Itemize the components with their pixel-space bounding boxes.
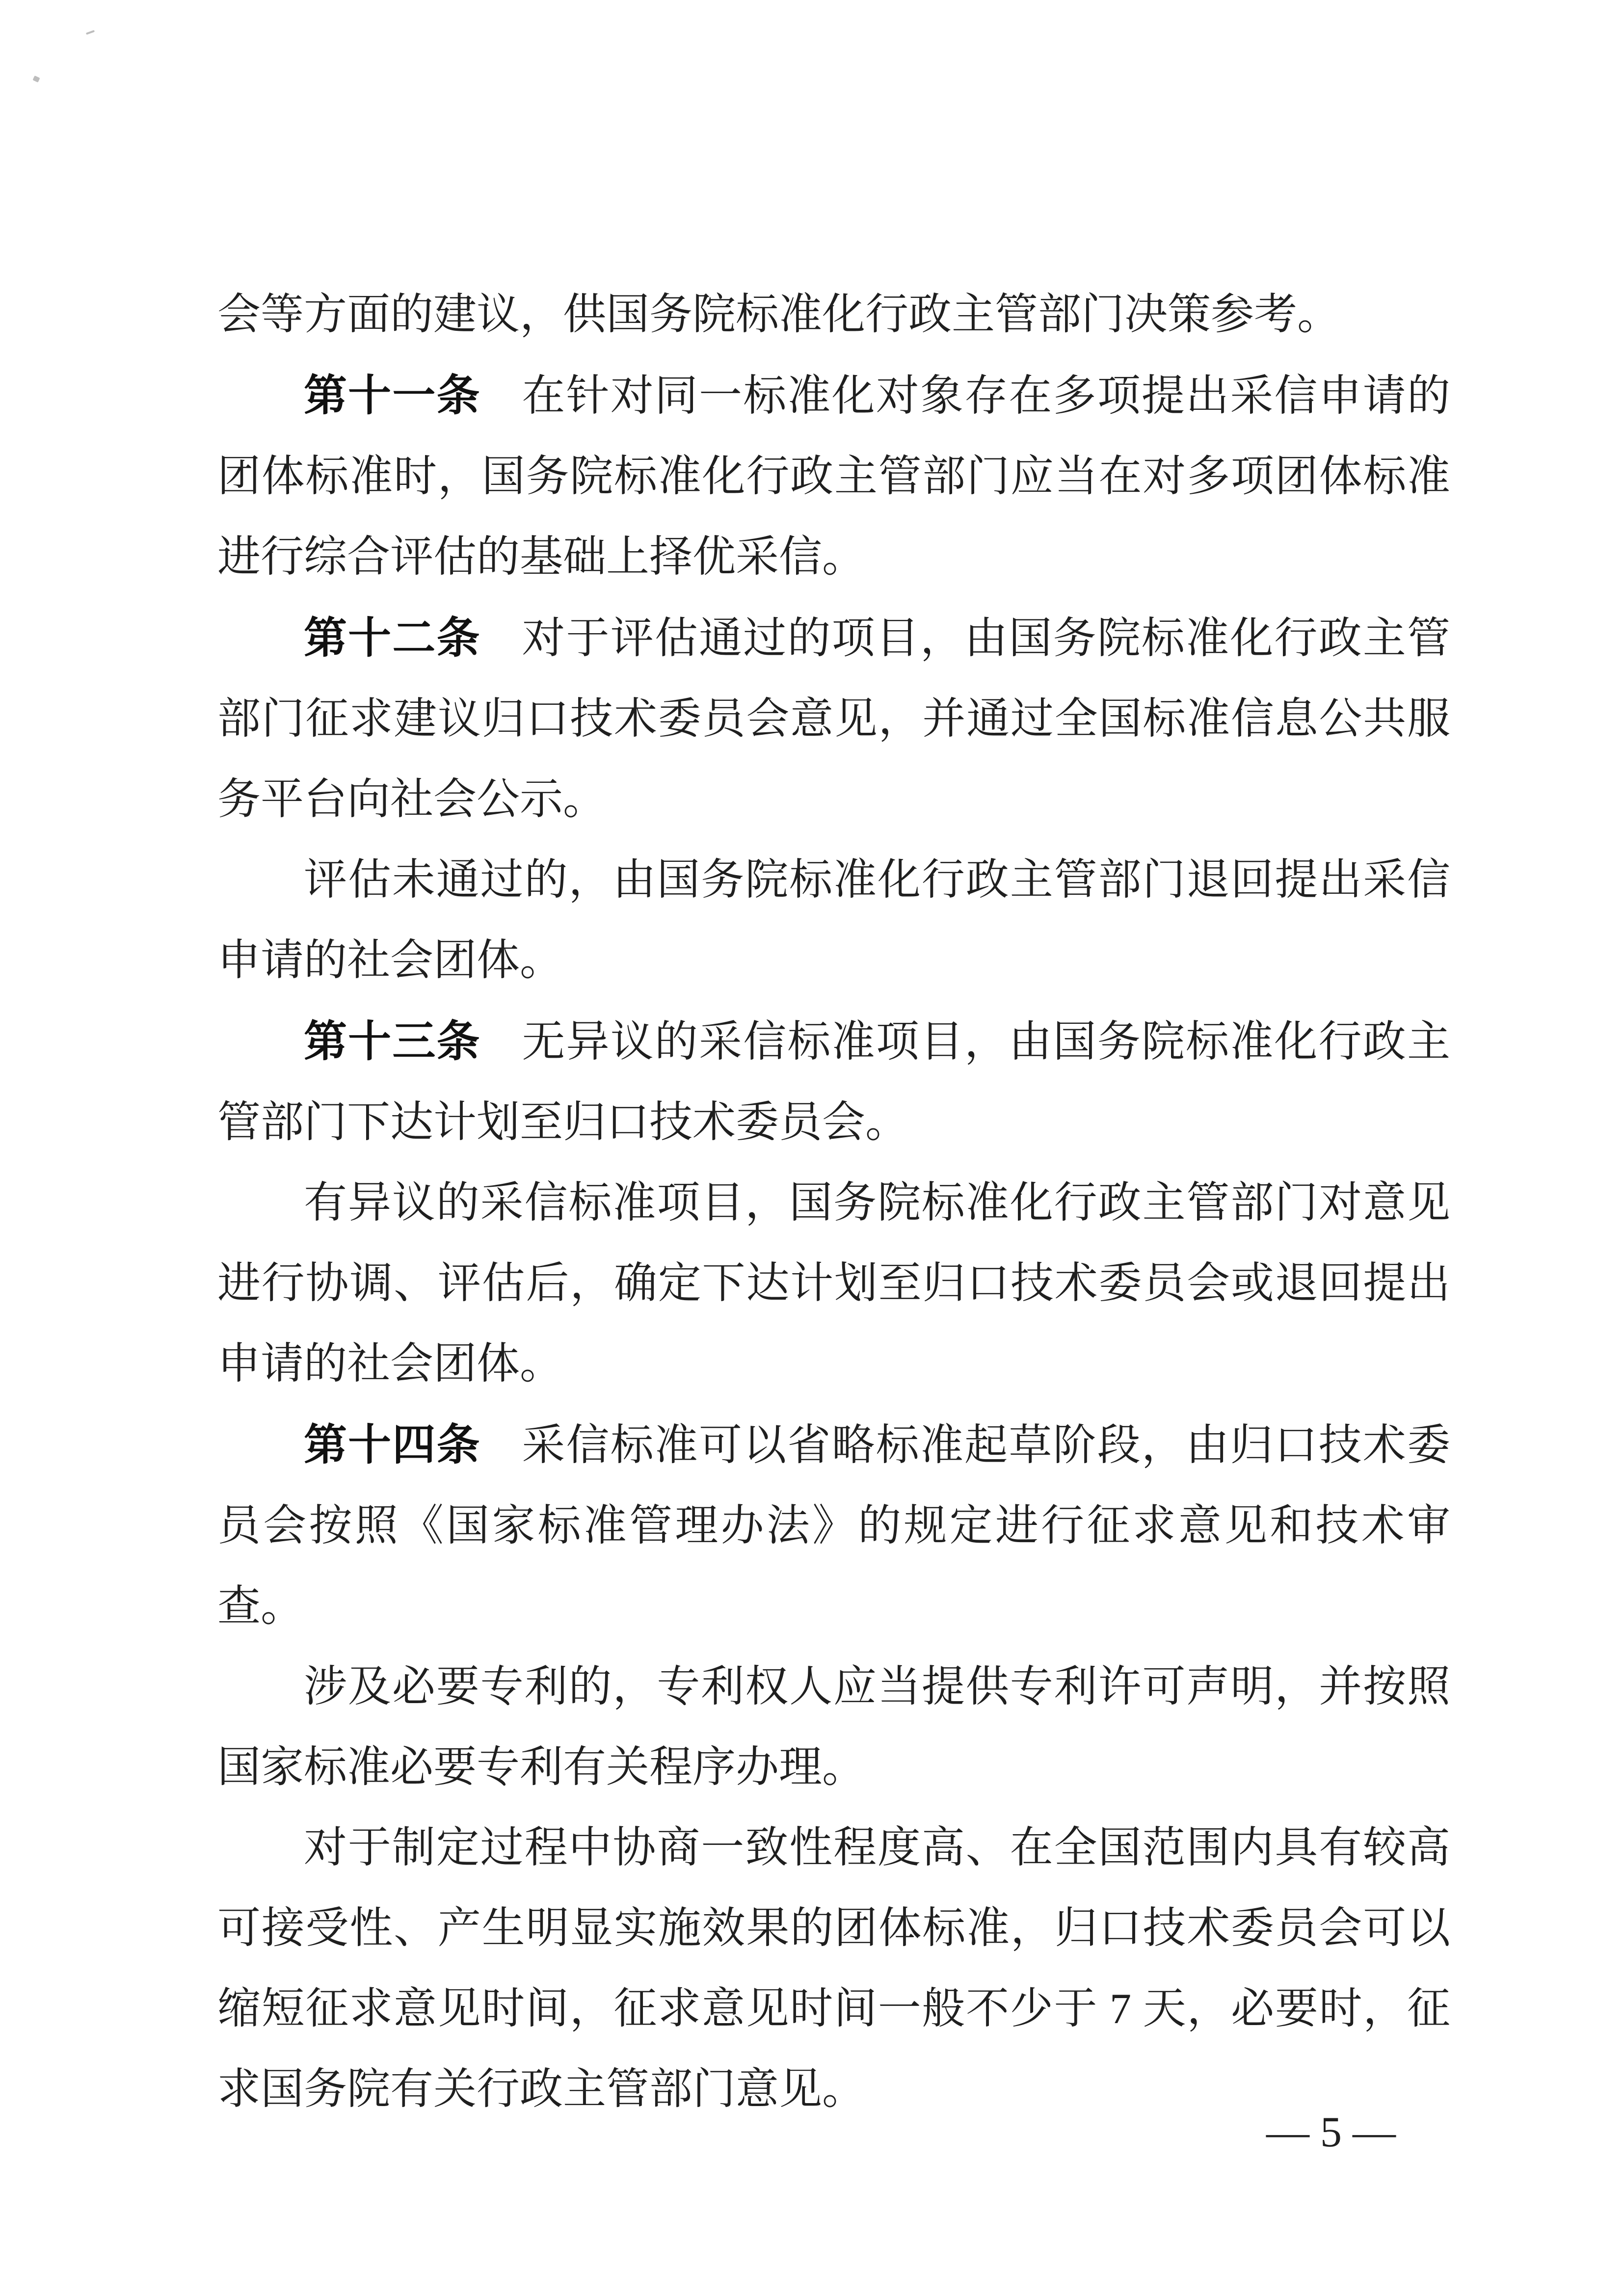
paragraph-article-14 <box>217 1405 1450 1647</box>
paragraph-article-13 <box>217 1001 1450 1163</box>
article-heading: 第十四条 <box>304 1420 481 1469</box>
paragraph-text: 对于评估通过的项目，由国务院标准化行政主管部门征求建议归口技术委员会意见，并通过全国标准信息公共服务平台向社会公示。 <box>217 615 1450 824</box>
paragraph-article-11 <box>217 355 1450 598</box>
paragraph-text: 无异议的采信标准项目，由国务院标准化行政主管部门下达计划至归口技术委员会。 <box>217 1018 1450 1147</box>
scan-artifact-speck <box>86 30 95 35</box>
paragraph <box>217 1647 1450 1808</box>
paragraph-text: 采信标准可以省略标准起草阶段，由归口技术委员会按照《国家标准管理办法》的规定进行征求意见和技术审查。 <box>217 1422 1450 1630</box>
document-text-block <box>217 275 1450 2130</box>
paragraph-text: 评估未通过的，由国务院标准化行政主管部门退回提出采信申请的社会团体。 <box>217 856 1450 985</box>
paragraph-article-12 <box>217 598 1450 840</box>
page-number: — 5 — <box>1266 2109 1396 2156</box>
paragraph-text: 对于制定过程中协商一致性程度高、在全国范围内具有较高可接受性、产生明显实施效果的团体标准，归口技术委员会可以缩短征求意见时间，征求意见时间一般不少于 7 天，必要时，征求国务院有关行政主管部门意见。 <box>217 1824 1450 2113</box>
paragraph <box>217 840 1450 1001</box>
paragraph-continuation <box>217 275 1450 355</box>
paragraph <box>217 1808 1450 2130</box>
scan-artifact-speck <box>32 76 40 82</box>
paragraph-text: 在针对同一标准化对象存在多项提出采信申请的团体标准时，国务院标准化行政主管部门应当在对多项团体标准进行综合评估的基础上择优采信。 <box>217 373 1450 581</box>
paragraph <box>217 1163 1450 1405</box>
paragraph-text: 有异议的采信标准项目，国务院标准化行政主管部门对意见进行协调、评估后，确定下达计划至归口技术委员会或退回提出申请的社会团体。 <box>217 1179 1450 1388</box>
paragraph-text: 会等方面的建议，供国务院标准化行政主管部门决策参考。 <box>217 291 1341 339</box>
article-heading: 第十三条 <box>304 1017 481 1066</box>
article-heading: 第十二条 <box>304 614 481 662</box>
paragraph-text: 涉及必要专利的，专利权人应当提供专利许可声明，并按照国家标准必要专利有关程序办理。 <box>217 1663 1450 1791</box>
article-heading: 第十一条 <box>304 371 481 420</box>
